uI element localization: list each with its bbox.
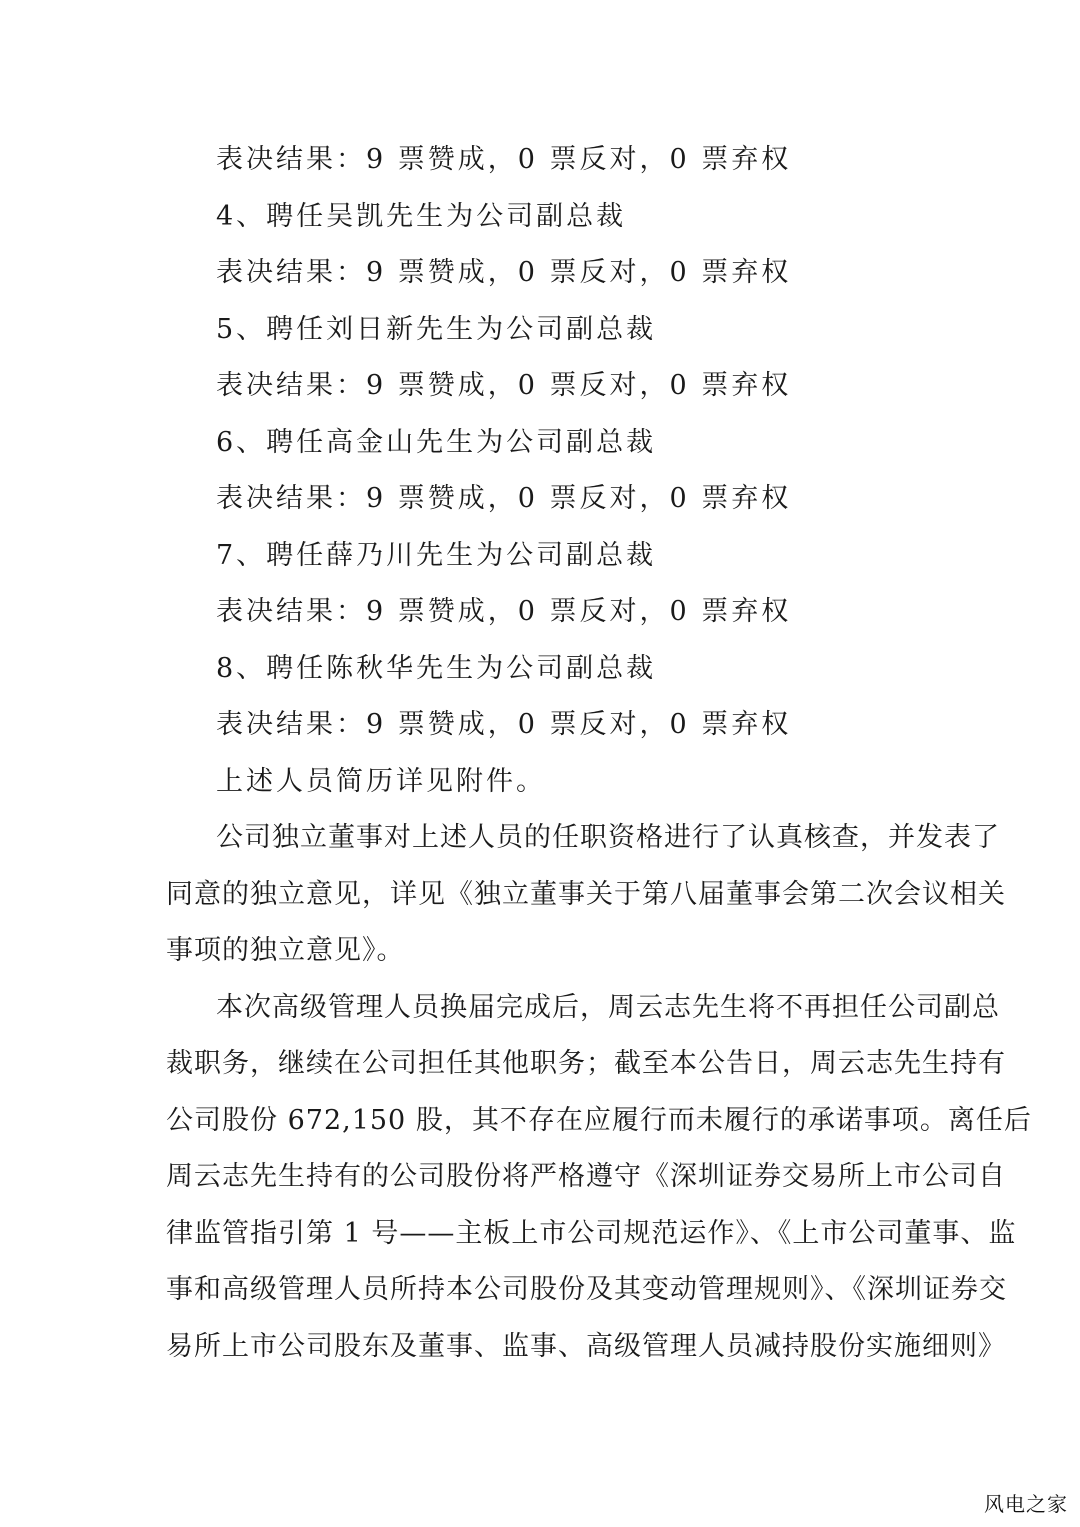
watermark-label: 风电之家 xyxy=(984,1492,1068,1516)
independent-directors-paragraph-line: 同意的独立意见，详见《独立董事关于第八届董事会第二次会议相关 xyxy=(166,879,1006,910)
vote-result-line: 表决结果：9 票赞成，0 票反对，0 票弃权 xyxy=(216,596,792,627)
independent-directors-paragraph-line: 公司独立董事对上述人员的任职资格进行了认真核查，并发表了 xyxy=(216,822,1000,853)
vote-result-line: 表决结果：9 票赞成，0 票反对，0 票弃权 xyxy=(216,370,792,401)
resignation-paragraph-line: 律监管指引第 1 号——主板上市公司规范运作》、《上市公司董事、监 xyxy=(166,1218,1017,1249)
resignation-paragraph-line: 本次高级管理人员换届完成后，周云志先生将不再担任公司副总 xyxy=(216,992,1000,1023)
appointment-item: 7、聘任薛乃川先生为公司副总裁 xyxy=(216,540,657,571)
vote-result-line: 表决结果：9 票赞成，0 票反对，0 票弃权 xyxy=(216,144,792,175)
vote-result-line: 表决结果：9 票赞成，0 票反对，0 票弃权 xyxy=(216,257,792,288)
vote-result-line: 表决结果：9 票赞成，0 票反对，0 票弃权 xyxy=(216,483,792,514)
appointment-item: 5、聘任刘日新先生为公司副总裁 xyxy=(216,314,657,345)
resignation-paragraph-line: 裁职务，继续在公司担任其他职务；截至本公告日，周云志先生持有 xyxy=(166,1048,1006,1079)
appointment-item: 4、聘任吴凯先生为公司副总裁 xyxy=(216,201,627,232)
resignation-paragraph-line: 公司股份 672,150 股，其不存在应履行而未履行的承诺事项。离任后 xyxy=(166,1105,1032,1136)
resume-note: 上述人员简历详见附件。 xyxy=(216,766,546,797)
appointment-item: 6、聘任高金山先生为公司副总裁 xyxy=(216,427,657,458)
resignation-paragraph-line: 周云志先生持有的公司股份将严格遵守《深圳证券交易所上市公司自 xyxy=(166,1161,1006,1192)
independent-directors-paragraph-line: 事项的独立意见》。 xyxy=(166,935,405,966)
resignation-paragraph-line: 易所上市公司股东及董事、监事、高级管理人员减持股份实施细则》 xyxy=(166,1331,1006,1362)
resignation-paragraph-line: 事和高级管理人员所持本公司股份及其变动管理规则》、《深圳证券交 xyxy=(166,1274,1007,1305)
vote-result-line: 表决结果：9 票赞成，0 票反对，0 票弃权 xyxy=(216,709,792,740)
appointment-item: 8、聘任陈秋华先生为公司副总裁 xyxy=(216,653,657,684)
